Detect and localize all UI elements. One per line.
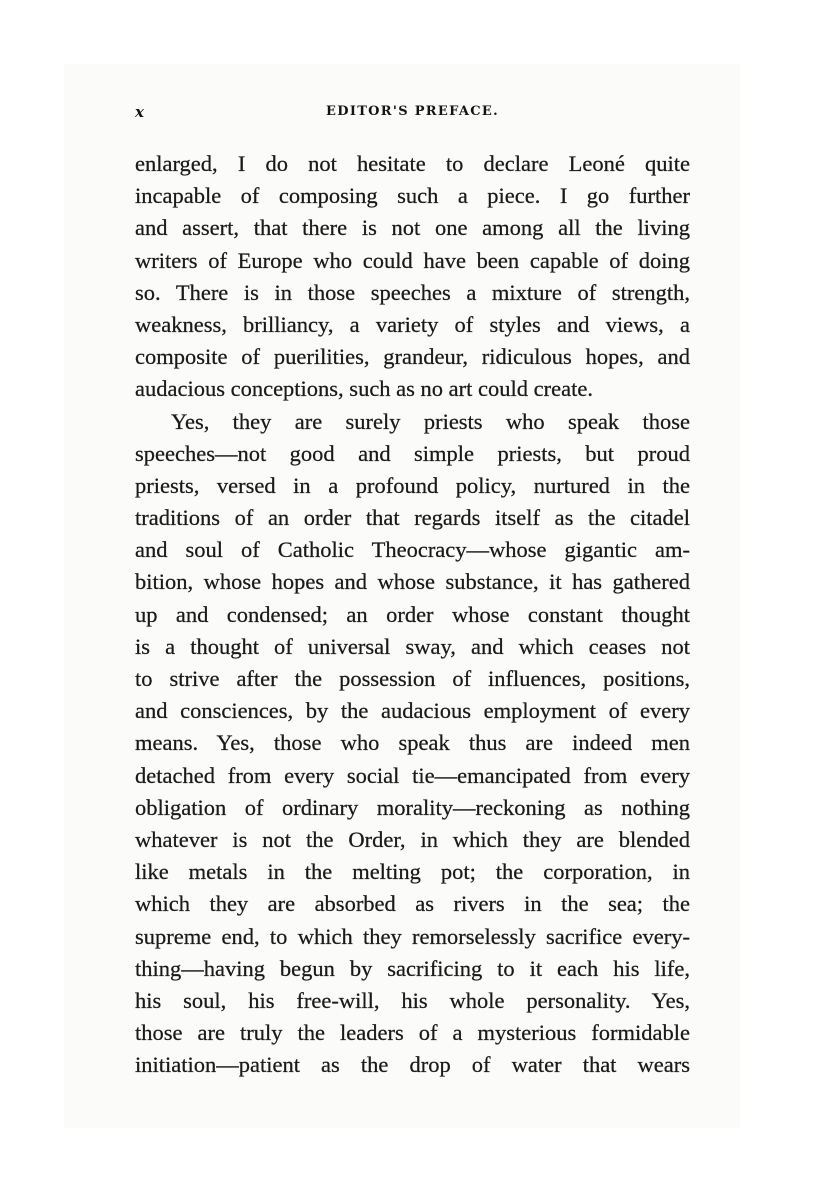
body-text [135,148,690,1081]
text-line: audacious conceptions, such as no art could create. [135,376,593,402]
text-line: his soul, his free-will, his whole personality. Yes, [135,987,690,1013]
text-line: to strive after the possession of influences, positions, [135,666,690,691]
text-line: whatever is not the Order, in which they are blended [135,826,690,852]
text-line: obligation of ordinary morality—reckoning as nothing [135,794,690,820]
text-line: writers of Europe who could have been capable of doing [135,247,690,273]
page-number: x [135,103,144,121]
text-line: detached from every social tie—emancipated from every [135,762,690,788]
text-line: and consciences, by the audacious employment of every [135,698,690,724]
text-line: enlarged, I do not hesitate to declare Leoné quite [135,151,690,176]
text-line: thing—having begun by sacrificing to it each his life, [135,955,690,981]
text-line: which they are absorbed as rivers in the sea; the [135,891,690,917]
paragraph-start-line: Yes, they are surely priests who speak those [171,408,690,434]
text-line: bition, whose hopes and whose substance, it has gathered [135,569,690,595]
text-line: and assert, that there is not one among all the living [135,215,690,241]
text-line: initiation—patient as the drop of water that wears [135,1052,690,1078]
text-line: and soul of Catholic Theocracy—whose gigantic am- [135,537,690,563]
text-line: is a thought of universal sway, and which ceases not [135,633,690,659]
page-header [135,103,690,129]
text-line: incapable of composing such a piece. I go further [135,183,690,209]
running-title: EDITOR'S PREFACE. [326,104,499,119]
text-line: composite of puerilities, grandeur, ridiculous hopes, and [135,344,690,370]
text-line: those are truly the leaders of a mysterious formidable [135,1020,690,1046]
text-line: weakness, brilliancy, a variety of styles and views, a [135,311,690,337]
text-line: priests, versed in a profound policy, nurtured in the [135,472,690,498]
text-line: like metals in the melting pot; the corporation, in [135,859,690,885]
text-line: speeches—not good and simple priests, but proud [135,440,690,466]
text-line: means. Yes, those who speak thus are indeed men [135,730,690,756]
text-line: so. There is in those speeches a mixture of strength, [135,279,690,305]
text-line: up and condensed; an order whose constant thought [135,601,690,627]
text-line: supreme end, to which they remorselessly sacrifice every- [135,923,690,949]
text-line: traditions of an order that regards itself as the citadel [135,505,690,531]
